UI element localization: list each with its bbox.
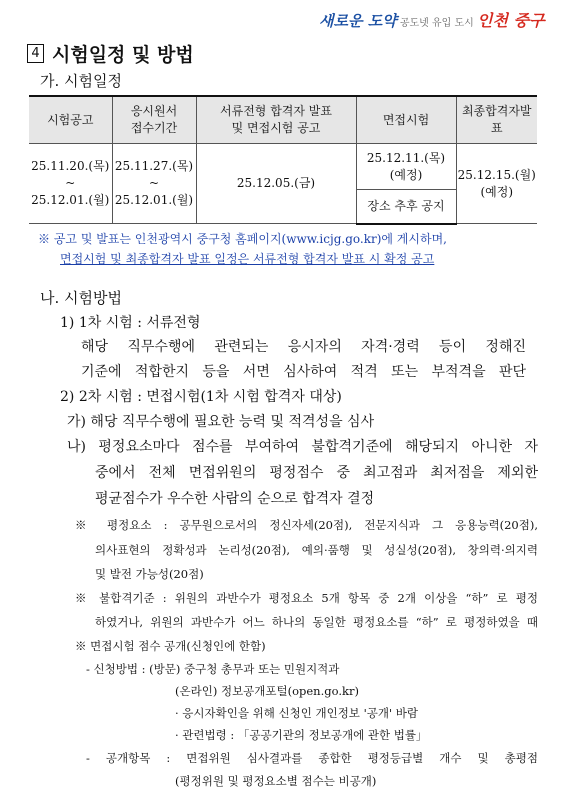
note-fail-criteria-2: 하였거나, 위원의 과반수가 어느 하나의 동일한 평정요소를 “하” 로 평정하였을 때	[95, 615, 538, 629]
notice-line-1: ※ 공고 및 발표는 인천광역시 중구청 홈페이지(www.icjg.go.kr)에 게시하며,	[38, 232, 447, 246]
second-exam-item-a: 가) 해당 직무수행에 필요한 능력 및 적격성을 심사	[67, 414, 375, 430]
apply-method-4: · 관련법령 : 「공공기관의 정보공개에 관한 법률」	[175, 728, 428, 742]
note-evaluation-1: ※ 평정요소 : 공무원으로서의 정신자세(20점), 전문지식과 그 응용능력(20점),	[75, 518, 538, 532]
cell-receipt: 25.11.27.(목) ~ 25.12.01.(월)	[112, 144, 196, 224]
table-header-row	[29, 96, 537, 144]
second-exam-title: 2) 2차 시험 : 면접시험(1차 시험 합격자 대상)	[60, 389, 342, 405]
subsection-schedule-title: 가. 시험일정	[40, 72, 122, 90]
table-row	[29, 144, 537, 190]
section-title: 시험일정 및 방법	[52, 44, 194, 66]
first-exam-title: 1) 1차 시험 : 서류전형	[60, 315, 201, 331]
disclosure-items-1: - 공개항목 : 면접위원 심사결과를 종합한 평정등급별 개수 및 총평점	[86, 751, 538, 765]
schedule-notice	[38, 229, 538, 269]
notice-line-2: 면접시험 및 최종합격자 발표 일정은 서류전형 합격자 발표 시 확정 공고	[60, 252, 435, 266]
header-announce: 시험공고	[29, 96, 112, 144]
second-exam-item-b-3: 평균점수가 우수한 사람의 순으로 합격자 결정	[95, 491, 375, 507]
header-final: 최종합격자발표	[456, 96, 537, 144]
note-evaluation-3: 및 발전 가능성(20점)	[95, 567, 204, 581]
logo-part-2: 공도넷 유입 도시	[396, 18, 478, 29]
first-exam-body-2: 기준에 적합한지 등을 서면 심사하여 적격 또는 부적격을 판단	[81, 364, 526, 380]
apply-method-1: - 신청방법 : (방문) 중구청 총무과 또는 민원지적과	[86, 662, 340, 676]
note-evaluation-2: 의사표현의 정확성과 논리성(20점), 예의·품행 및 성실성(20점), 창의력·의지력	[95, 543, 538, 557]
apply-method-2: (온라인) 정보공개포털(open.go.kr)	[175, 684, 359, 698]
logo-part-1: 새로운 도약	[319, 12, 397, 30]
cell-interview-date: 25.12.11.(목) (예정)	[356, 144, 456, 190]
cell-final: 25.12.15.(월) (예정)	[456, 144, 537, 224]
note-score-disclosure: ※ 면접시험 점수 공개(신청인에 한함)	[75, 639, 266, 653]
disclosure-items-2: (평정위원 및 평정요소별 점수는 비공개)	[175, 774, 377, 788]
logo-slogan	[319, 8, 544, 31]
second-exam-item-b-1: 나) 평정요소마다 점수를 부여하여 불합격기준에 해당되지 아니한 자	[67, 439, 538, 455]
district-logo	[319, 6, 549, 36]
cell-doc-result: 25.12.05.(금)	[196, 144, 356, 224]
first-exam-body-1: 해당 직무수행에 관련되는 응시자의 자격·경력 등이 정해진	[81, 339, 526, 355]
section-number: 4	[27, 44, 44, 63]
note-fail-criteria-1: ※ 불합격기준 : 위원의 과반수가 평정요소 5개 항목 중 2개 이상을 “하” 로 평정	[75, 591, 538, 605]
header-doc-result: 서류전형 합격자 발표 및 면접시험 공고	[196, 96, 356, 144]
header-receipt: 응시원서 접수기간	[112, 96, 196, 144]
schedule-table	[29, 95, 537, 225]
second-exam-item-b-2: 중에서 전체 면접위원의 평정점수 중 최고점과 최저점을 제외한	[95, 465, 538, 481]
cell-interview-place: 장소 추후 공지	[356, 190, 456, 224]
header-interview: 면접시험	[356, 96, 456, 144]
subsection-method-title: 나. 시험방법	[40, 289, 122, 307]
apply-method-3: · 응시자확인을 위해 신청인 개인정보 '공개' 바람	[175, 706, 418, 720]
section-heading	[27, 40, 194, 67]
logo-part-3: 인천 중구	[477, 11, 545, 30]
cell-announce: 25.11.20.(목) ~ 25.12.01.(월)	[29, 144, 112, 224]
